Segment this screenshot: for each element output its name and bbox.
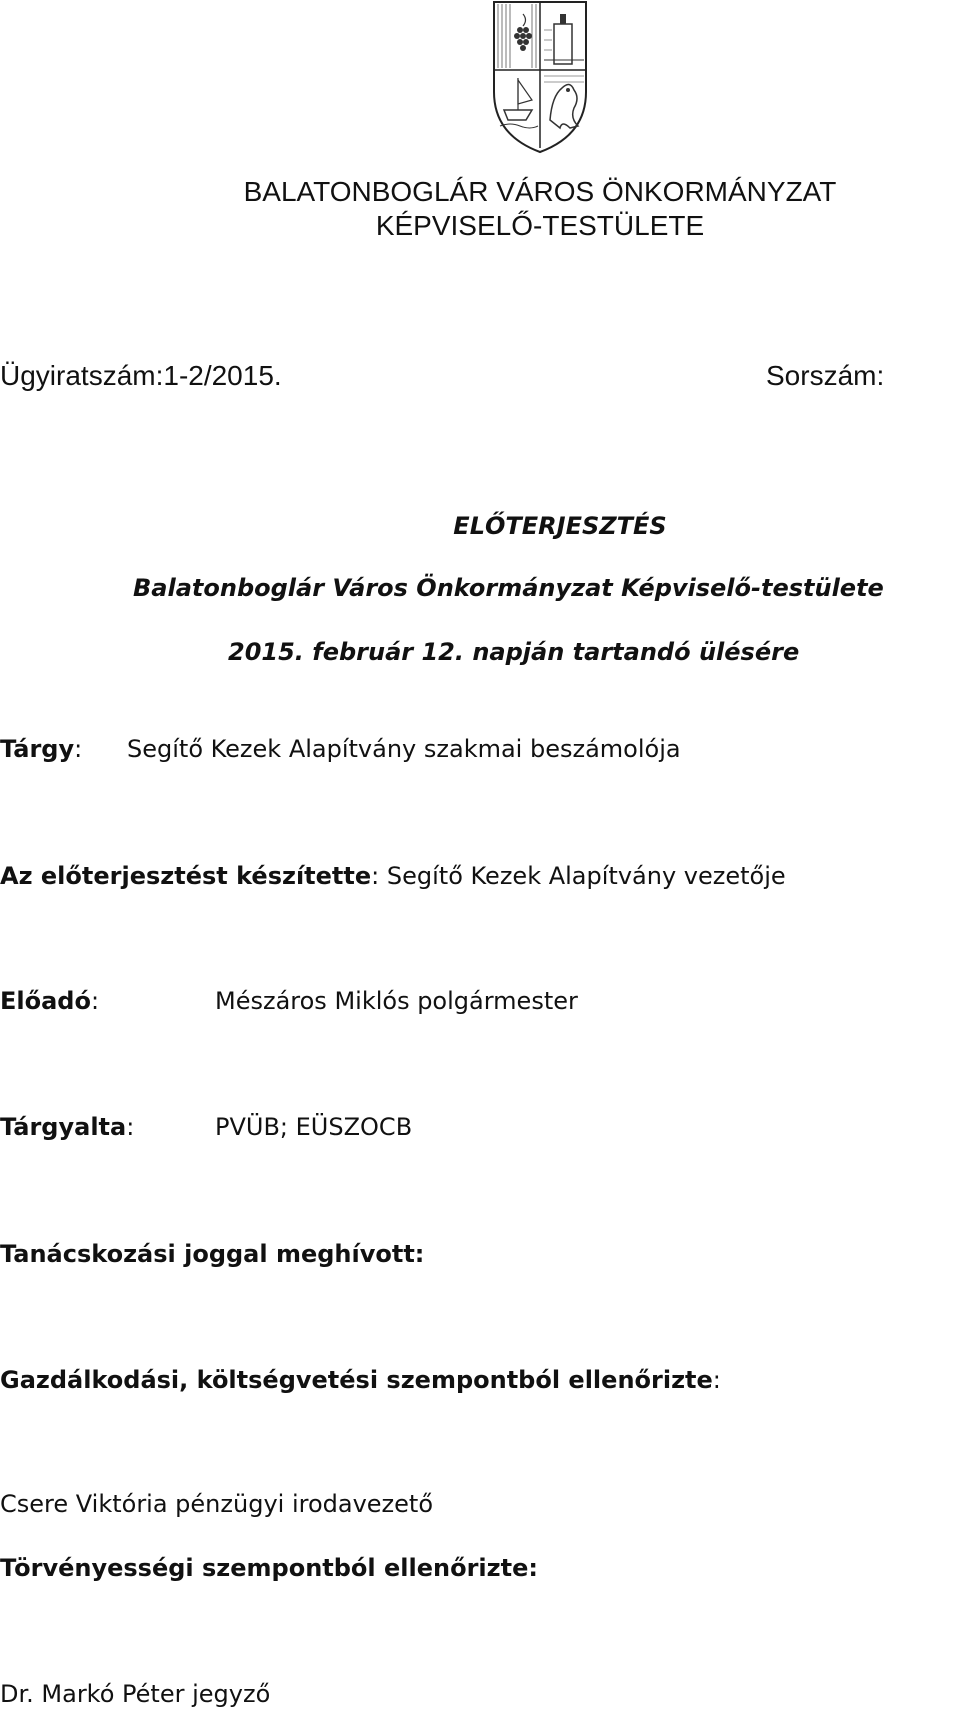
discussed-value: PVÜB; EÜSZOCB [215, 1113, 413, 1141]
legal-label: Törvényességi szempontból ellenőrizte: [0, 1554, 538, 1582]
discussed-row [0, 1113, 134, 1141]
prepared-label: Az előterjesztést készítette [0, 862, 372, 890]
prepared-value: Segítő Kezek Alapítvány vezetője [386, 862, 786, 890]
document-title: ELŐTERJESZTÉS [453, 512, 667, 540]
finance-value: Csere Viktória pénzügyi irodavezető [0, 1490, 433, 1518]
presenter-colon: : [90, 987, 100, 1015]
presenter-label: Előadó [0, 987, 91, 1015]
subject-row [0, 735, 82, 763]
presenter-row [0, 987, 99, 1015]
coat-of-arms-icon [490, 0, 590, 156]
discussed-label: Tárgyalta [0, 1113, 127, 1141]
presenter-value: Mészáros Miklós polgármester [215, 987, 578, 1015]
subject-colon: : [74, 735, 83, 763]
subject-label: Tárgy [0, 735, 75, 763]
serial-number-label: Sorszám: [766, 360, 885, 391]
prepared-row [0, 862, 786, 890]
document-subtitle: Balatonboglár Város Önkormányzat Képviselő-testülete [133, 574, 884, 602]
file-number: Ügyiratszám:1-2/2015. [0, 360, 282, 391]
authority-name: BALATONBOGLÁR VÁROS ÖNKORMÁNYZAT [243, 176, 837, 207]
discussed-colon: : [126, 1113, 135, 1141]
meeting-date: 2015. február 12. napján tartandó ülésére [228, 638, 800, 666]
legal-value: Dr. Markó Péter jegyző [0, 1680, 271, 1708]
subject-value: Segítő Kezek Alapítvány szakmai beszámolója [127, 735, 681, 763]
finance-row [0, 1366, 721, 1394]
invited-label: Tanácskozási joggal meghívott: [0, 1240, 425, 1268]
authority-body: KÉPVISELŐ-TESTÜLETE [375, 210, 705, 241]
finance-label: Gazdálkodási, költségvetési szempontból ellenőrizte [0, 1366, 713, 1394]
prepared-colon: : [371, 862, 380, 890]
finance-colon: : [712, 1366, 721, 1394]
